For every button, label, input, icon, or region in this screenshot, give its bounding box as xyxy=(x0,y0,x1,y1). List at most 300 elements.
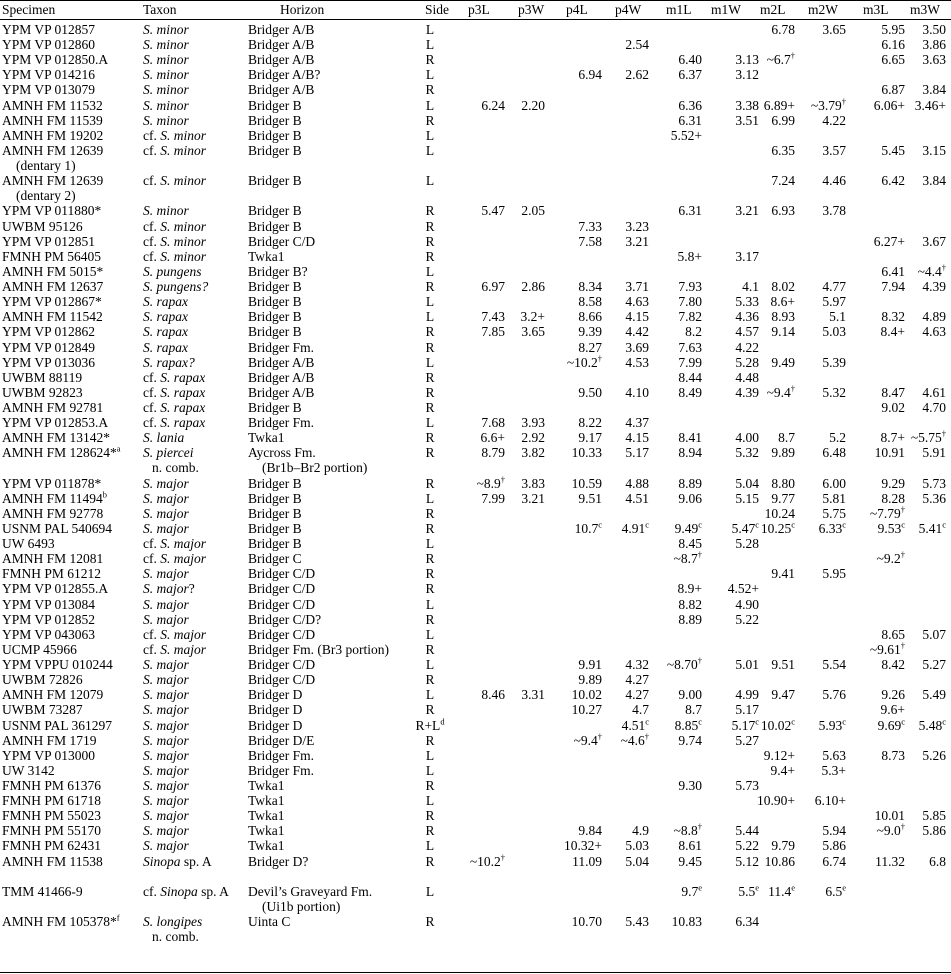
horizon-value: Bridger B xyxy=(248,203,302,219)
specimen-id: FMNH PM 61212 xyxy=(2,566,102,582)
horizon-detail: (Br1b–Br2 portion) xyxy=(262,460,368,476)
taxon-cell xyxy=(143,914,202,944)
specimen-cell xyxy=(2,506,103,521)
side-cell xyxy=(405,702,455,717)
taxon-note: n. comb. xyxy=(152,929,199,945)
value-m1w: 4.00 xyxy=(735,430,759,446)
taxon-name: S. rapax xyxy=(143,309,188,325)
value-m2w: 5.32 xyxy=(822,384,846,400)
value-footnote: c xyxy=(698,519,702,530)
value-m2w: 5.1 xyxy=(829,309,846,325)
value-m1w: 4.57 xyxy=(735,324,759,340)
value-m3w: 5.85 xyxy=(922,808,946,824)
cell-m1l xyxy=(632,551,702,566)
specimen-id: AMNH FM 1719 xyxy=(2,732,97,748)
specimen-id: YPM VP 012853.A xyxy=(2,415,109,431)
side-cell xyxy=(405,612,455,627)
taxon-name: S. major xyxy=(160,536,207,552)
side-value: L xyxy=(425,657,435,673)
cell-m2w xyxy=(776,838,846,853)
specimen-cell xyxy=(2,67,95,82)
specimen-id: AMNH FM 19202 xyxy=(2,127,104,143)
value-m3w: 3.50 xyxy=(922,22,946,37)
value-m3l: ~9.61 xyxy=(869,641,901,657)
side-cell xyxy=(405,672,455,687)
value-m2w: 5.54 xyxy=(822,657,846,673)
cell-m2w xyxy=(776,884,846,899)
taxon-name: S. major xyxy=(143,505,189,521)
side-value: R xyxy=(425,581,435,597)
specimen-cell xyxy=(2,415,108,430)
specimen-cell xyxy=(2,521,112,536)
horizon-value: Bridger C/D xyxy=(248,626,316,642)
taxon-cell xyxy=(143,476,189,491)
value-p4w: 3.21 xyxy=(625,233,649,249)
side-value: R xyxy=(425,505,435,521)
value-m1l: 9.7 xyxy=(681,883,699,899)
cell-m1w xyxy=(689,249,759,264)
specimen-cell xyxy=(2,491,107,506)
taxon-name: S. minor xyxy=(143,203,189,219)
specimen-id: FMNH PM 61718 xyxy=(2,793,102,809)
horizon-cell xyxy=(248,733,314,748)
horizon-cell xyxy=(248,627,315,642)
value-m2l: 9.12+ xyxy=(763,747,795,763)
horizon-value: Bridger B xyxy=(248,127,302,143)
cell-m3w xyxy=(873,233,946,249)
cell-m1w xyxy=(689,612,759,627)
value-m3w: 3.15 xyxy=(922,142,946,158)
horizon-value: Uinta C xyxy=(248,914,291,930)
value-p4w: 4.51 xyxy=(621,717,646,733)
value-m3w: 5.27 xyxy=(922,657,946,673)
cell-m3w xyxy=(876,82,946,97)
side-cell xyxy=(405,733,455,748)
side-value: L xyxy=(425,596,435,612)
taxon-cell xyxy=(143,491,189,506)
value-m3l: 8.28 xyxy=(881,490,905,506)
value-footnote: † xyxy=(697,549,702,560)
value-m3l: 9.29 xyxy=(881,475,905,491)
value-m2l: 6.35 xyxy=(771,142,795,158)
value-p4w: 4.42 xyxy=(625,324,649,340)
specimen-footnote: a xyxy=(116,443,121,454)
value-m2l: 6.99 xyxy=(771,112,795,128)
value-p4w: 2.62 xyxy=(625,67,649,83)
taxon-name: S. rapax xyxy=(143,339,188,355)
value-p4w: ~4.6 xyxy=(620,732,645,748)
cell-m3w xyxy=(876,823,946,838)
horizon-value: Bridger D xyxy=(248,702,303,718)
value-p4l: 10.02 xyxy=(571,687,602,703)
horizon-value: Bridger B xyxy=(248,324,302,340)
value-m1w: 5.44 xyxy=(735,823,759,839)
value-m2w: 3.78 xyxy=(822,203,846,219)
side-cell xyxy=(405,355,455,370)
horizon-cell xyxy=(248,521,302,536)
horizon-value: Bridger D xyxy=(248,687,303,703)
value-p3l: 6.6+ xyxy=(480,430,505,446)
taxon-cell xyxy=(143,340,188,355)
side-cell xyxy=(405,37,455,52)
value-m3w: 6.8 xyxy=(929,853,946,869)
specimen-cell xyxy=(2,173,103,203)
value-p4l: 10.70 xyxy=(571,914,602,930)
horizon-cell xyxy=(248,763,314,778)
specimen-cell xyxy=(2,612,95,627)
horizon-cell xyxy=(248,506,302,521)
column-header-horizon: Horizon xyxy=(280,2,325,17)
taxon-cell xyxy=(143,612,189,627)
value-footnote: c xyxy=(901,519,905,530)
taxon-name: S. major xyxy=(143,490,189,506)
value-m2w: 5.95 xyxy=(822,566,846,582)
value-footnote: c xyxy=(598,519,602,530)
value-p3w: 3.93 xyxy=(521,415,545,431)
value-p4w: 3.71 xyxy=(625,279,649,295)
horizon-cell xyxy=(248,748,314,763)
value-m3w: ~5.75 xyxy=(910,430,942,446)
specimen-cell xyxy=(2,566,101,581)
side-value: R+L xyxy=(415,717,441,733)
specimen-cell xyxy=(2,748,95,763)
cell-m3l xyxy=(835,642,905,657)
value-m2l: 9.77 xyxy=(771,490,795,506)
taxon-name: S. rapax xyxy=(160,415,206,431)
specimen-cell xyxy=(2,355,95,370)
horizon-cell xyxy=(248,52,314,67)
taxon-note: n. comb. xyxy=(152,460,199,476)
specimen-cell xyxy=(2,672,83,687)
side-value: L xyxy=(425,294,435,310)
value-m2l: 9.89 xyxy=(771,445,795,461)
horizon-detail: (Ui1b portion) xyxy=(262,898,341,914)
side-value: L xyxy=(425,793,435,809)
taxon-prefix: cf. xyxy=(143,233,161,249)
cell-m3w xyxy=(876,324,946,339)
taxon-cell xyxy=(143,67,189,82)
horizon-value: Bridger B xyxy=(248,505,302,521)
side-cell xyxy=(405,521,455,536)
value-p4w: 5.43 xyxy=(625,914,649,930)
value-m1l: 5.8+ xyxy=(677,248,702,264)
value-m3l: 5.95 xyxy=(881,22,905,37)
horizon-cell xyxy=(248,67,320,82)
taxon-cell xyxy=(143,536,206,551)
side-cell xyxy=(405,778,455,793)
value-m3w: 4.89 xyxy=(922,309,946,325)
taxon-prefix: cf. xyxy=(143,415,161,431)
taxon-name: S. rapax xyxy=(160,400,206,415)
value-m3w: 5.91 xyxy=(922,445,946,461)
cell-m3w xyxy=(876,279,946,294)
taxon-cell xyxy=(143,748,189,763)
value-m3w: 3.63 xyxy=(922,52,946,68)
horizon-value: Bridger B xyxy=(248,218,302,234)
taxon-cell xyxy=(143,718,189,733)
value-m3w: 3.84 xyxy=(922,82,946,98)
cell-m3w xyxy=(876,309,946,324)
specimen-id: USNM PAL 540694 xyxy=(2,520,113,536)
value-footnote: e xyxy=(698,882,702,893)
horizon-cell xyxy=(248,445,367,475)
taxon-name: S. lania xyxy=(143,430,185,446)
value-p3w: 3.21 xyxy=(521,490,545,506)
horizon-value: Bridger C/D xyxy=(248,581,316,597)
table-row xyxy=(0,912,951,945)
specimen-id: AMNH FM 105378* xyxy=(2,914,117,930)
value-m3w: 5.49 xyxy=(922,687,946,703)
specimen-cell xyxy=(2,52,108,67)
value-m2l: 6.89+ xyxy=(763,97,795,113)
horizon-cell xyxy=(248,914,290,929)
value-p4l: 6.94 xyxy=(578,67,602,83)
value-m3w: 5.86 xyxy=(922,823,946,839)
taxon-name: S. major xyxy=(143,778,189,793)
horizon-cell xyxy=(248,536,302,551)
value-m3l: 11.32 xyxy=(875,853,905,869)
side-value: R xyxy=(425,566,435,582)
value-p4w: 4.91 xyxy=(621,520,646,536)
taxon-suffix: sp. A xyxy=(197,883,229,899)
taxon-cell xyxy=(143,234,206,249)
horizon-value: Twka1 xyxy=(248,823,285,839)
side-value: R xyxy=(425,248,435,264)
side-value: L xyxy=(425,67,435,83)
horizon-value: Bridger Fm. xyxy=(248,762,314,778)
specimen-cell xyxy=(2,143,103,173)
cell-m3w xyxy=(876,22,946,37)
specimen-id: AMNH FM 13142* xyxy=(2,430,111,446)
specimen-id: YPM VP 011880* xyxy=(2,203,102,219)
horizon-value: Bridger B xyxy=(248,279,302,295)
specimen-id: YPM VP 012849 xyxy=(2,339,96,355)
value-m1l: 6.36 xyxy=(678,97,702,113)
taxon-cell xyxy=(143,581,195,596)
value-m1w: 4.36 xyxy=(735,309,759,325)
cell-m2w xyxy=(776,113,846,128)
value-p4l: 10.27 xyxy=(571,702,602,718)
side-value: R xyxy=(425,823,435,839)
value-m2w: 5.97 xyxy=(822,294,846,310)
cell-m1w xyxy=(689,914,759,929)
value-m3l: 6.16 xyxy=(881,37,905,53)
horizon-value: Bridger A/B xyxy=(248,369,315,385)
taxon-cell xyxy=(143,370,205,385)
cell-m2w xyxy=(776,203,846,218)
side-cell xyxy=(405,370,455,385)
taxon-name: S. minor xyxy=(160,248,207,264)
value-footnote: † xyxy=(900,821,905,832)
taxon-prefix: cf. xyxy=(143,248,161,264)
side-cell xyxy=(405,627,455,642)
specimen-cell xyxy=(2,340,95,355)
specimen-cell xyxy=(2,597,95,612)
value-m1l: 7.82 xyxy=(678,309,702,325)
specimen-cell xyxy=(2,82,95,97)
value-p4w: 5.03 xyxy=(625,838,649,854)
taxon-name: S. major xyxy=(160,641,207,657)
taxon-cell xyxy=(143,22,189,37)
value-p3l: ~10.2 xyxy=(469,853,501,869)
side-value: R xyxy=(425,279,435,295)
cell-m2w xyxy=(776,793,846,808)
taxon-name: Sinopa xyxy=(160,883,198,899)
value-m2w: 5.75 xyxy=(822,505,846,521)
value-m1l: 6.31 xyxy=(678,112,702,128)
specimen-cell xyxy=(2,430,110,445)
taxon-cell xyxy=(143,385,205,400)
side-value: R xyxy=(425,218,435,234)
specimen-id: UWBM 92823 xyxy=(2,384,83,400)
cell-m3w xyxy=(876,687,946,702)
taxon-name: S. major xyxy=(143,596,189,612)
horizon-cell xyxy=(248,355,314,370)
side-value: R xyxy=(425,430,435,446)
side-cell xyxy=(405,113,455,128)
value-m2l: 10.90+ xyxy=(757,793,795,809)
side-value: L xyxy=(425,415,435,431)
taxon-cell xyxy=(143,264,202,279)
specimen-detail: (dentary 2) xyxy=(16,188,76,204)
taxon-cell xyxy=(143,37,189,52)
value-m2l: 9.47 xyxy=(771,687,795,703)
horizon-cell xyxy=(248,415,314,430)
value-m3w: 3.67 xyxy=(922,233,946,249)
horizon-cell xyxy=(248,22,314,37)
side-cell xyxy=(405,566,455,581)
cell-m1w xyxy=(689,733,759,748)
taxon-cell xyxy=(143,128,206,143)
taxon-cell xyxy=(143,672,189,687)
horizon-cell xyxy=(248,778,285,793)
taxon-name: S. pungens xyxy=(143,263,202,279)
value-m2w: 5.39 xyxy=(822,354,846,370)
value-p3l: 7.99 xyxy=(481,490,505,506)
value-m1w: 4.48 xyxy=(735,369,759,385)
taxon-name: S. minor xyxy=(143,52,189,68)
value-p4l: 10.59 xyxy=(571,475,602,491)
taxon-prefix: cf. xyxy=(143,641,161,657)
specimen-cell xyxy=(2,687,103,702)
value-footnote: c xyxy=(791,519,795,530)
taxon-name: S. major xyxy=(143,566,189,582)
specimen-cell xyxy=(2,778,101,793)
taxon-name: S. major xyxy=(143,520,189,536)
table-top-rule xyxy=(0,0,951,1)
side-value: R xyxy=(425,551,435,567)
specimen-cell xyxy=(2,385,83,400)
side-value: L xyxy=(425,142,435,158)
cell-m3w xyxy=(876,748,946,763)
specimen-id: YPM VP 012850.A xyxy=(2,52,109,68)
horizon-value: Bridger D? xyxy=(248,853,309,869)
side-cell xyxy=(405,128,455,143)
taxon-name: S. major xyxy=(143,747,189,763)
side-value: R xyxy=(425,233,435,249)
horizon-value: Bridger A/B xyxy=(248,52,315,68)
value-m1l: 10.83 xyxy=(671,914,702,930)
specimen-id: YPM VP 013036 xyxy=(2,354,96,370)
value-m3w: 5.48 xyxy=(918,717,943,733)
cell-m2w xyxy=(776,294,846,309)
value-p4w: 4.7 xyxy=(632,702,649,718)
value-p3w: 3.82 xyxy=(521,445,545,461)
taxon-prefix: cf. xyxy=(143,369,161,385)
horizon-value: Bridger B xyxy=(248,294,302,310)
value-m1l: 6.40 xyxy=(678,52,702,68)
value-m1w: 3.51 xyxy=(735,112,759,128)
side-value: R xyxy=(425,82,435,98)
taxon-cell xyxy=(143,113,189,128)
taxon-name: S. minor xyxy=(160,173,207,189)
taxon-cell xyxy=(143,294,188,309)
horizon-value: Twka1 xyxy=(248,793,285,809)
taxon-name: S. longipes xyxy=(143,914,203,930)
value-m3l: 6.41 xyxy=(881,263,905,279)
horizon-value: Twka1 xyxy=(248,808,285,824)
value-p4l: 7.33 xyxy=(578,218,602,234)
horizon-cell xyxy=(248,491,302,506)
column-header-m1l: m1L xyxy=(666,2,692,17)
side-cell xyxy=(405,536,455,551)
specimen-id: UWBM 72826 xyxy=(2,672,83,688)
horizon-value: Bridger Fm. xyxy=(248,415,314,431)
side-value: L xyxy=(425,883,435,899)
horizon-cell xyxy=(248,324,302,339)
taxon-name: S. pungens? xyxy=(143,279,209,295)
value-p3l: 7.68 xyxy=(481,415,505,431)
table-row xyxy=(0,884,951,912)
horizon-cell xyxy=(248,612,321,627)
specimen-id: AMNH FM 12639 xyxy=(2,142,104,158)
horizon-cell xyxy=(248,143,302,158)
value-m1w: 5.01 xyxy=(735,657,759,673)
side-value: L xyxy=(425,354,435,370)
value-m3l: 8.7+ xyxy=(880,430,905,446)
value-p3l: ~8.9 xyxy=(476,475,501,491)
value-m3w: 4.39 xyxy=(922,279,946,295)
value-m1l: 9.00 xyxy=(678,687,702,703)
value-m2w: 3.65 xyxy=(822,22,846,37)
cell-m3w xyxy=(876,385,946,400)
value-p3w: 2.86 xyxy=(521,279,545,295)
side-value: L xyxy=(425,762,435,778)
specimen-cell xyxy=(2,219,83,234)
cell-m1w xyxy=(689,597,759,612)
horizon-value: Bridger B xyxy=(248,97,302,113)
horizon-cell xyxy=(248,838,285,853)
value-p4w: 4.9 xyxy=(632,823,649,839)
side-value: R xyxy=(425,611,435,627)
cell-p3l xyxy=(435,854,505,869)
cell-m3w xyxy=(876,143,946,158)
horizon-cell xyxy=(248,113,302,128)
taxon-name: S. rapax xyxy=(143,294,188,310)
value-m3l: 6.06+ xyxy=(873,97,905,113)
horizon-cell xyxy=(248,309,302,324)
taxon-cell xyxy=(143,823,189,838)
specimen-cell xyxy=(2,370,82,385)
cell-m2w xyxy=(776,566,846,581)
side-cell xyxy=(405,219,455,234)
taxon-name: S. minor xyxy=(160,127,207,143)
side-value: R xyxy=(425,445,435,461)
specimen-cell xyxy=(2,642,77,657)
side-cell xyxy=(405,249,455,264)
side-value: R xyxy=(425,475,435,491)
taxon-name: S. major xyxy=(143,823,189,839)
